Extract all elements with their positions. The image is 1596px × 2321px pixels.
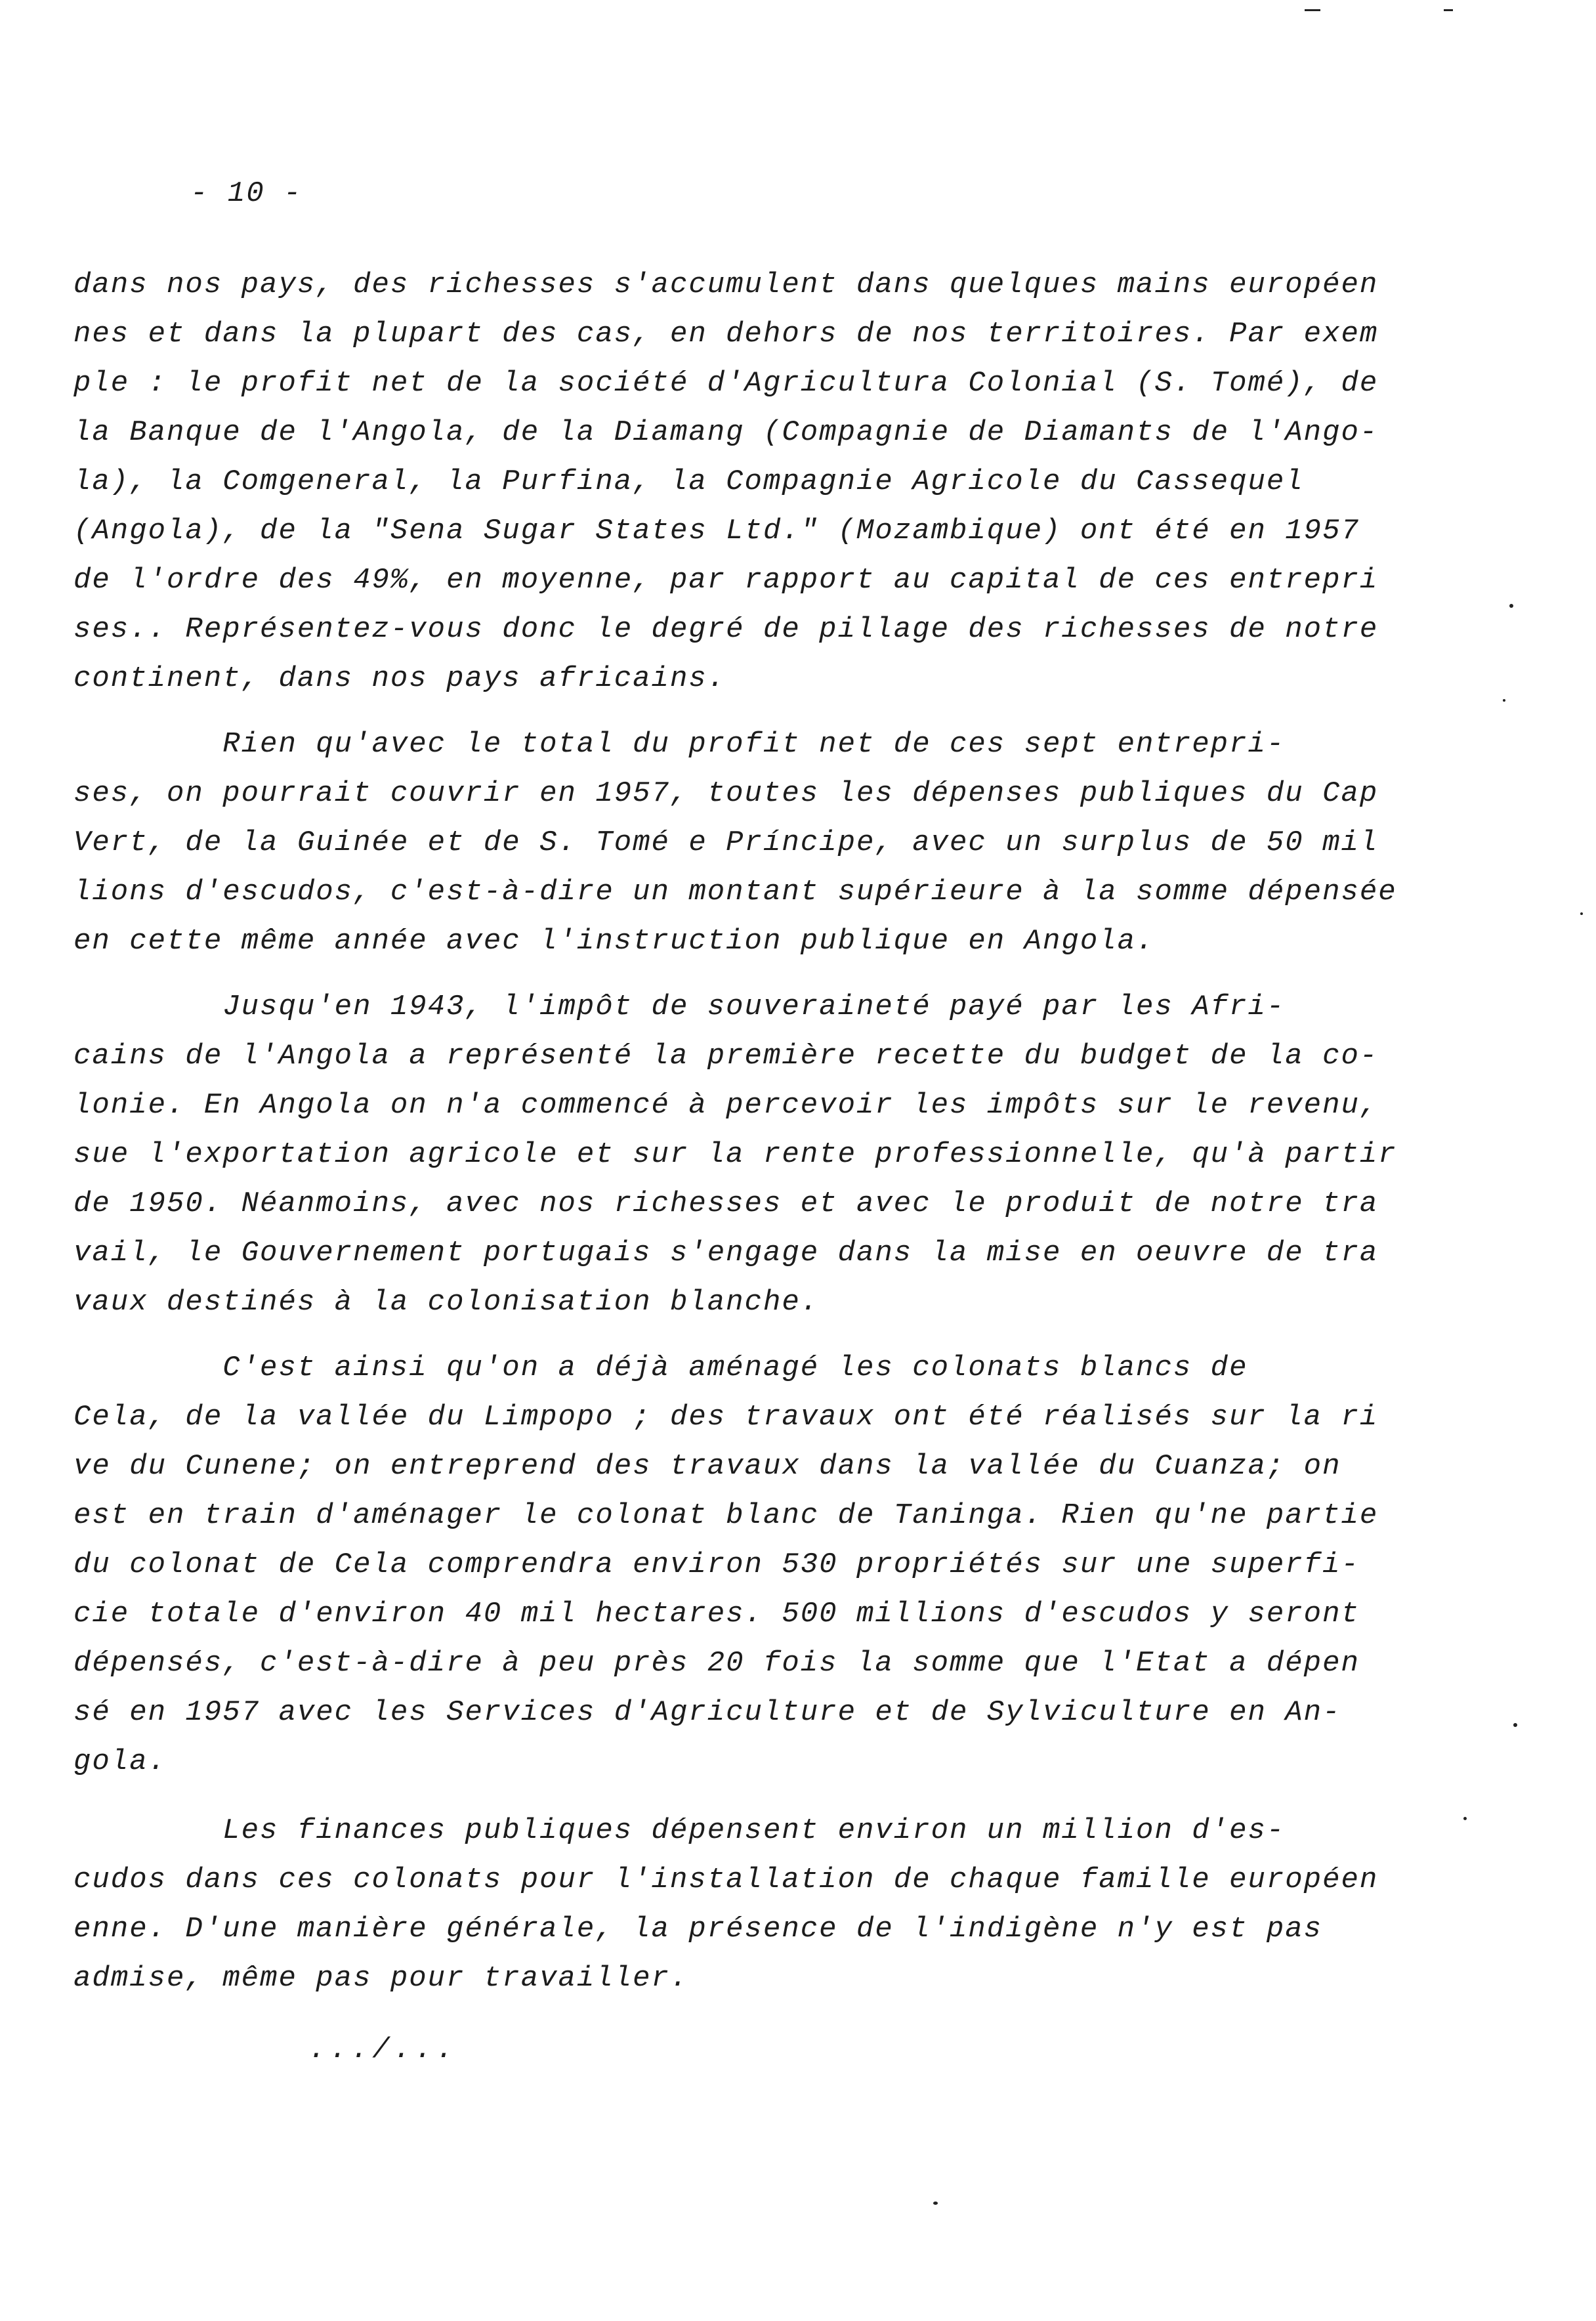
text-line: ses, on pourrait couvrir en 1957, toutes les dépenses publiques du Cap <box>74 777 1379 810</box>
text-line: Rien qu'avec le total du profit net de ces sept entrepri- <box>74 728 1286 761</box>
text-line: est en train d'aménager le colonat blanc de Taninga. Rien qu'ne partie <box>74 1499 1379 1532</box>
text-line: en cette même année avec l'instruction publique en Angola. <box>74 925 1155 958</box>
scan-speck <box>933 2202 938 2205</box>
text-line: dans nos pays, des richesses s'accumulent dans quelques mains européen <box>74 268 1379 301</box>
text-line: lonie. En Angola on n'a commencé à percevoir les impôts sur le revenu, <box>74 1089 1379 1122</box>
text-line: ple : le profit net de la société d'Agricultura Colonial (S. Tomé), de <box>74 367 1379 400</box>
text-line: Vert, de la Guinée et de S. Tomé e Príncipe, avec un surplus de 50 mil <box>74 826 1379 859</box>
scan-speck <box>1305 9 1320 11</box>
text-line: C'est ainsi qu'on a déjà aménagé les colonats blancs de <box>74 1352 1248 1384</box>
text-line: Jusqu'en 1943, l'impôt de souveraineté payé par les Afri- <box>74 990 1286 1023</box>
text-line: ses.. Représentez-vous donc le degré de pillage des richesses de notre <box>74 613 1379 646</box>
text-line: de l'ordre des 49%, en moyenne, par rapport au capital de ces entrepri <box>74 564 1379 597</box>
scan-speck <box>1513 1723 1517 1727</box>
text-line: Les finances publiques dépensent environ un million d'es- <box>74 1814 1286 1847</box>
text-line: la Banque de l'Angola, de la Diamang (Compagnie de Diamants de l'Ango- <box>74 416 1379 449</box>
text-line: Cela, de la vallée du Limpopo ; des travaux ont été réalisés sur la ri <box>74 1401 1379 1434</box>
scan-speck <box>1444 9 1453 11</box>
text-line: cains de l'Angola a représenté la première recette du budget de la co- <box>74 1040 1379 1073</box>
text-line: nes et dans la plupart des cas, en dehors de nos territoires. Par exem <box>74 318 1379 351</box>
text-line: ve du Cunene; on entreprend des travaux dans la vallée du Cuanza; on <box>74 1450 1341 1483</box>
text-line: sue l'exportation agricole et sur la rente professionnelle, qu'à partir <box>74 1138 1397 1171</box>
scan-speck <box>1463 1817 1467 1820</box>
text-line: cie totale d'environ 40 mil hectares. 500 millions d'escudos y seront <box>74 1598 1360 1630</box>
scan-speck <box>1503 699 1505 702</box>
text-line: sé en 1957 avec les Services d'Agriculture et de Sylviculture en An- <box>74 1696 1341 1729</box>
page-number: - 10 - <box>190 177 303 210</box>
text-line: vail, le Gouvernement portugais s'engage dans la mise en oeuvre de tra <box>74 1237 1379 1269</box>
text-line: gola. <box>74 1745 167 1778</box>
text-line: de 1950. Néanmoins, avec nos richesses et avec le produit de notre tra <box>74 1187 1379 1220</box>
text-line: du colonat de Cela comprendra environ 530 propriétés sur une superfi- <box>74 1548 1360 1581</box>
text-line: continent, dans nos pays africains. <box>74 662 726 695</box>
scan-speck <box>1509 604 1513 608</box>
text-line: lions d'escudos, c'est-à-dire un montant supérieure à la somme dépensée <box>74 876 1397 908</box>
text-line: (Angola), de la "Sena Sugar States Ltd." (Mozambique) ont été en 1957 <box>74 515 1360 547</box>
scan-speck <box>1580 912 1583 915</box>
text-line: la), la Comgeneral, la Purfina, la Compagnie Agricole du Cassequel <box>74 465 1304 498</box>
continuation-mark: .../... <box>308 2034 457 2066</box>
text-line: dépensés, c'est-à-dire à peu près 20 fois la somme que l'Etat a dépen <box>74 1647 1360 1680</box>
text-line: enne. D'une manière générale, la présence de l'indigène n'y est pas <box>74 1913 1323 1946</box>
text-line: vaux destinés à la colonisation blanche. <box>74 1286 820 1319</box>
text-line: cudos dans ces colonats pour l'installation de chaque famille européen <box>74 1863 1379 1896</box>
text-line: admise, même pas pour travailler. <box>74 1962 689 1995</box>
